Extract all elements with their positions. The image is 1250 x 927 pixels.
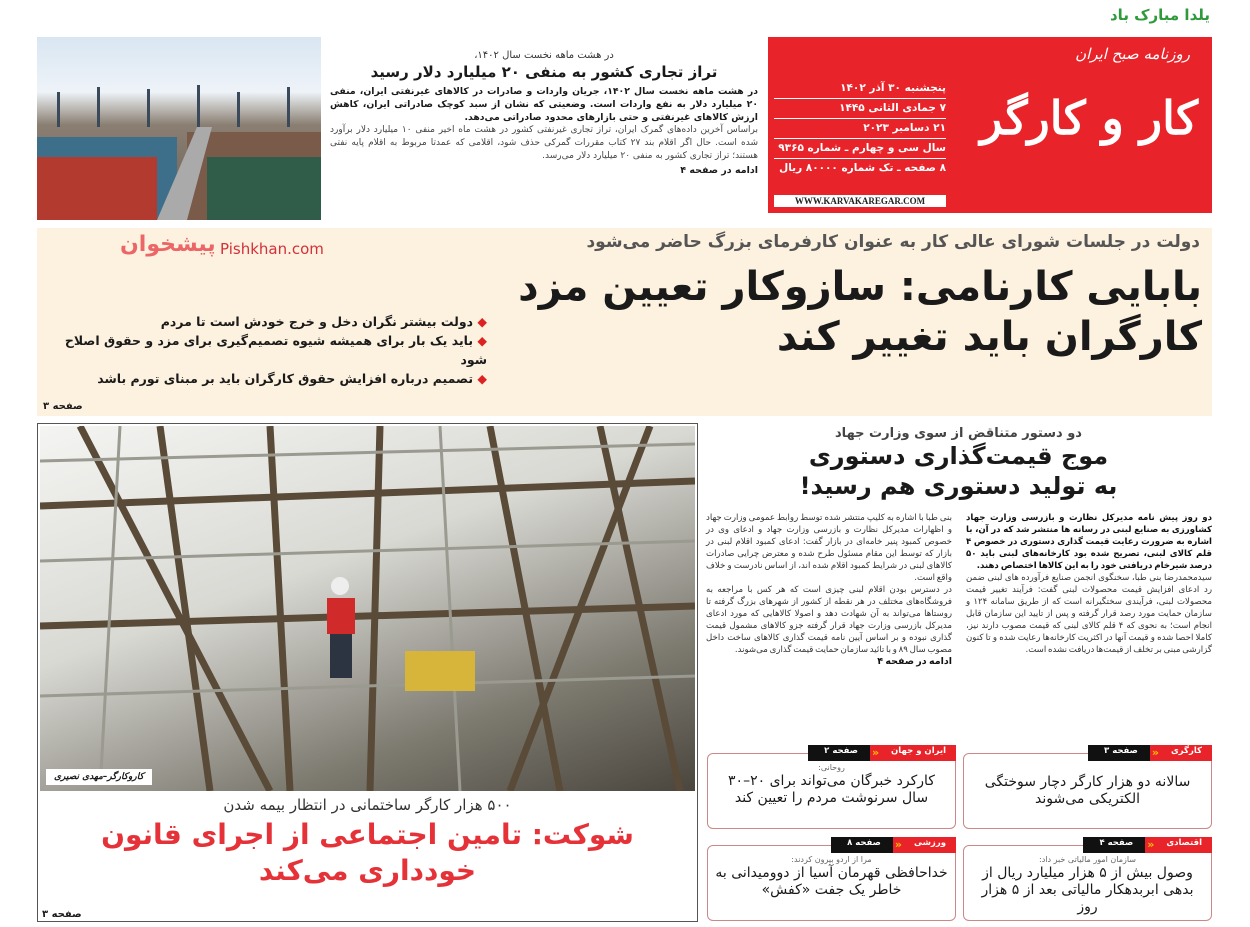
photo-story xyxy=(37,423,698,922)
port-containers-photo xyxy=(37,37,321,220)
issue-number: سال سی و چهارم ـ شماره ۹۳۶۵ xyxy=(774,139,946,159)
watermark-logo: پیشخوان xyxy=(120,232,216,257)
website-url[interactable]: WWW.KARVAKAREGAR.COM xyxy=(774,195,946,207)
teaser-card[interactable] xyxy=(707,746,956,829)
top-story-lead: در هشت ماهه نخست سال ۱۴۰۲، جریان واردات و صادرات در کالاهای غیرنفتی ایران، منفی ۲۰ میلیارد دلار به نفع واردات است. وضعیتی که نشان از سبد کوچک صادراتی ایران، کاهش ارزش کالاهای غیرنفتی و حتی بازارهای محدود صادراتی می‌دهد. xyxy=(330,86,758,123)
top-story xyxy=(330,50,758,176)
top-story-title[interactable]: تراز تجاری کشور به منفی ۲۰ میلیارد دلار رسید xyxy=(370,63,718,81)
teaser-section: اقتصادی xyxy=(1156,837,1212,853)
teaser-page: صفحه ۲ xyxy=(808,745,870,761)
chevron-left-icon: « xyxy=(871,746,880,759)
teaser-page: صفحه ۳ xyxy=(1088,745,1150,761)
price-story-continued[interactable]: ادامه در صفحه ۴ xyxy=(877,656,952,667)
teaser-pretitle: مرا از اردو بیرون کردند: xyxy=(791,855,872,864)
issue-date: پنجشنبه ۳۰ آذر ۱۴۰۲ xyxy=(774,79,946,99)
teaser-title: خداحافظی قهرمان آسیا از دوومیدانی به خاطر یک جفت «کفش» xyxy=(715,865,948,898)
lead-story-headline[interactable]: بابایی کارنامی: سازوکار تعیین مزد کارگران باید تغییر کند xyxy=(518,264,1202,360)
photo-story-headline[interactable]: شوکت: تامین اجتماعی از اجرای قانون خودداری می‌کند xyxy=(101,818,634,887)
teaser-title: وصول بیش از ۵ هزار میلیارد ریال از بدهی ابربدهکار مالیاتی بعد از ۵ هزار روز xyxy=(981,865,1194,915)
greeting-banner: یلدا مبارک باد xyxy=(1109,6,1210,24)
top-story-kicker: در هشت ماهه نخست سال ۱۴۰۲، xyxy=(474,50,614,61)
teaser-section: ایران و جهان xyxy=(881,745,956,761)
lead-story-page-ref[interactable]: صفحه ۳ xyxy=(43,401,83,412)
price-story-paragraph: بنی طبا با اشاره به کلیپ منتشر شده توسط روابط عمومی وزارت جهاد و اظهارات مدیرکل نظارت و بازرسی وزارت جهاد و ادعای وی در خصوص کمبود پنیر خامه‌ای در بازار گفت: ادعای کمبود اقلام لبنی در بازار که توسط این مقام مسئول طرح شده و معترض چرایی صادرات کالاهای لبنی در شرایط کمبود اقلام شده اند، از اساس نادرست و خلاف واقع است. xyxy=(706,513,952,583)
issue-gregorian-date: ۲۱ دسامبر ۲۰۲۳ xyxy=(774,119,946,139)
teaser-title: کارکرد خبرگان می‌تواند برای ۲۰–۳۰ سال سرنوشت مردم را تعیین کند xyxy=(728,773,935,806)
teaser-pretitle: سازمان امور مالیاتی خبر داد: xyxy=(1039,855,1136,864)
scaffolding-illustration xyxy=(40,426,695,791)
issue-info xyxy=(774,79,946,178)
price-story-headline-1[interactable]: موج قیمت‌گذاری دستوری xyxy=(808,442,1109,470)
price-story-paragraph: در دسترس بودن اقلام لبنی چیزی است که هر کس با مراجعه به فروشگاه‌های مختلف در هر نقطه از کشور از شهرهای بزرگ گرفته تا روستاها می‌تواند به آن شهادت دهد و اصولا کالاهایی که مورد ادعای مدیرکل بازرسی وزارت جهاد قرار گرفته جزو کالاهای مشمول قیمت گذاری نبوده و بر اساس آیین نامه قیمت گذاری کالاهای ساخت داخل مصوب سال ۸۹ و با تائید سازمان حمایت قیمت گذاری می‌شوند. xyxy=(706,585,952,655)
watermark-url: Pishkhan.com xyxy=(220,240,324,258)
masthead xyxy=(768,37,1212,213)
teaser-pretitle: روحانی: xyxy=(818,763,845,772)
top-story-continued[interactable]: ادامه در صفحه ۴ xyxy=(680,165,758,176)
port-illustration xyxy=(37,37,321,220)
photo-credit: کاروکارگر–مهدی نصیری xyxy=(46,769,152,785)
price-story-headline-2[interactable]: به تولید دستوری هم رسید! xyxy=(799,472,1118,500)
photo-story-kicker: ۵۰۰ هزار کارگر ساختمانی در انتظار بیمه شدن xyxy=(223,796,512,814)
issue-price: ۸ صفحه ـ تک شماره ۸۰۰۰۰ ریال xyxy=(779,162,946,174)
newspaper-logo: کار و کارگر xyxy=(980,91,1198,145)
lead-story-bullets xyxy=(47,312,487,388)
right-column xyxy=(966,512,1212,668)
chevron-left-icon: « xyxy=(894,838,902,851)
teaser-section: کارگری xyxy=(1161,745,1212,761)
bullet-item: ◆ باید یک بار برای همیشه شیوه تصمیم‌گیری برای مزد و حقوق اصلاح شود xyxy=(47,331,487,369)
scaffolding-worker-photo xyxy=(40,426,695,791)
price-story-kicker: دو دستور متناقض از سوی وزارت جهاد xyxy=(835,426,1082,441)
issue-hijri-date: ۷ جمادی الثانی ۱۴۴۵ xyxy=(774,99,946,119)
price-story-columns xyxy=(705,512,1212,668)
teaser-card[interactable] xyxy=(963,746,1212,829)
teaser-title: سالانه دو هزار کارگر دچار سوختگی الکتریکی می‌شوند xyxy=(984,774,1191,807)
masthead-tagline: روزنامه صبح ایران xyxy=(1075,45,1190,63)
photo-story-page-ref[interactable]: صفحه ۳ xyxy=(42,909,82,920)
top-story-body: براساس آخرین داده‌های گمرک ایران، تراز تجاری غیرنفتی کشور در هشت ماه اخیر منفی ۱۰ میلیارد دلار برآورد شده است. حال اگر اقلام بند ۲۷ کتاب مقررات گمرکی حذف شود، اقلامی که عمدتا مربوط به اقلام پایه نفتی هستند؛ تراز تجاری کشور به منفی ۲۰ میلیارد دلار می‌رسد. xyxy=(330,125,758,161)
lead-story-kicker: دولت در جلسات شورای عالی کار به عنوان کارفرمای بزرگ حاضر می‌شود xyxy=(586,232,1200,252)
bullet-item: ◆ دولت بیشتر نگران دخل و خرج خودش است تا مردم xyxy=(47,312,487,331)
teaser-card[interactable] xyxy=(963,838,1212,921)
teaser-page: صفحه ۸ xyxy=(831,837,893,853)
price-story-body: سیدمحمدرضا بنی طبا، سخنگوی انجمن صنایع فرآورده های لبنی ضمن رد ادعای افزایش قیمت محصولات لبنی گفت: فرآیند تغییر قیمت محصولات لبنی، فرآیندی سختگیرانه است که از طریق سامانه ۱۲۴ و سازمان حمایت مورد رصد قرار گرفته و پس از تایید این سازمان قابل انجام است؛ به نحوی که ۴ قلم کالای لبنی که قیمت مصوب دارند نیز، کاملا احصا شده و قیمت آنها در اکثریت کارخانه‌ها رعایت شده و تا کنون گزارشی مبنی بر تخلف از قیمت‌ها دریافت نشده است. xyxy=(966,573,1212,655)
bullet-item: ◆ تصمیم درباره افزایش حقوق کارگران باید بر مبنای تورم باشد xyxy=(47,369,487,388)
chevron-left-icon: « xyxy=(1147,838,1155,851)
teaser-card[interactable] xyxy=(707,838,956,921)
teaser-page: صفحه ۴ xyxy=(1083,837,1145,853)
price-story-header xyxy=(705,426,1212,501)
left-column xyxy=(706,512,952,668)
price-story-lead: دو روز پیش نامه مدیرکل نظارت و بازرسی وزارت جهاد کشاورزی به صنایع لبنی در رسانه ها منتشر شد که در آن، با اشاره به ضرورت رعایت قیمت گذاری دستوری در خصوص ۴ قلم کالای لبنی، تصریح شده بود کارخانه‌های لبنی باید ۵۰ درصد شیرخام دریافتی خود را به این کالاها اختصاص دهند. xyxy=(966,513,1212,571)
chevron-left-icon: « xyxy=(1151,746,1159,759)
teaser-section: ورزشی xyxy=(904,837,956,853)
